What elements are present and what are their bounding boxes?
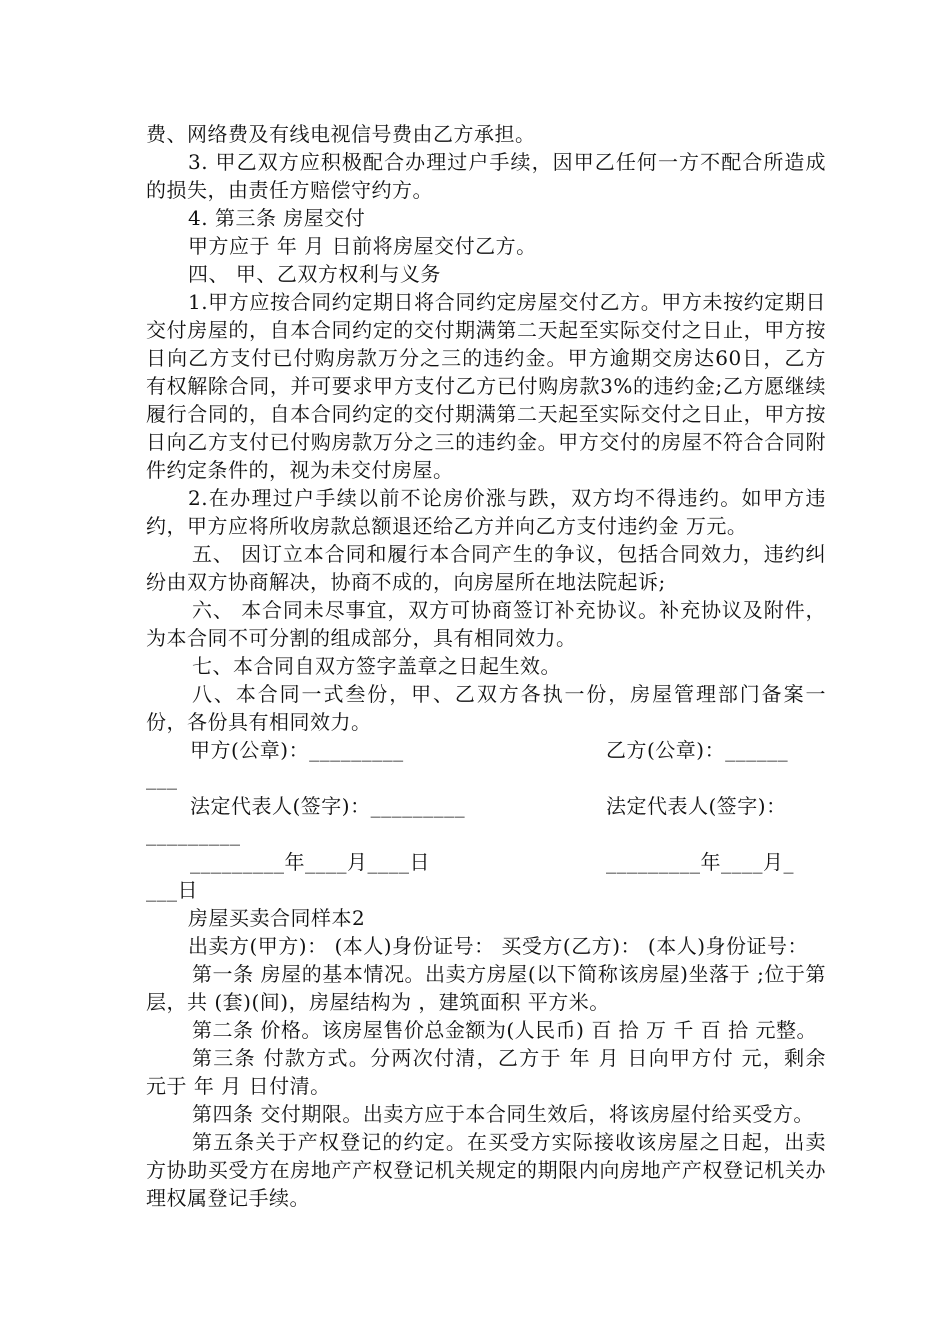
- contract-document: [146, 120, 826, 1212]
- paragraph-effective: 七、本合同自双方签字盖章之日起生效。: [192, 654, 561, 678]
- party-b-representative-field: 法定代表人(签字)：: [606, 794, 787, 818]
- heading-rights-obligations: 四、 甲、乙双方权利与义务: [188, 262, 441, 286]
- party-b-seal-wrap: ___: [146, 766, 178, 790]
- paragraph-disputes: 五、 因订立本合同和履行本合同产生的争议，包括合同效力，违约纠纷由双方协商解决，协商不成的，向房屋所在地法院起诉;: [146, 542, 826, 594]
- paragraph-transfer-cooperation: 3. 甲乙双方应积极配合办理过户手续，因甲乙任何一方不配合所造成的损失，由责任方赔偿守约方。: [146, 150, 826, 202]
- sample-2-article-2: 第二条 价格。该房屋售价总金额为(人民币) 百 拾 万 千 百 拾 元整。: [192, 1018, 817, 1042]
- signature-seal-row: [146, 736, 826, 764]
- paragraph-copies: 八、本合同一式叁份，甲、乙双方各执一份，房屋管理部门备案一份，各份具有相同效力。: [146, 682, 826, 734]
- paragraph-delivery-date: 甲方应于 年 月 日前将房屋交付乙方。: [188, 234, 537, 258]
- sample-2-article-1: 第一条 房屋的基本情况。出卖方房屋(以下简称该房屋)坐落于 ;位于第 层，共 (套)(间)，房屋结构为 ，建筑面积 平方米。: [146, 962, 826, 1014]
- party-a-seal-field: 甲方(公章)：_________: [190, 738, 404, 762]
- signature-representative-row: [146, 792, 826, 820]
- sample-2-parties: 出卖方(甲方)： (本人)身份证号： 买受方(乙方)： (本人)身份证号：: [188, 934, 808, 958]
- sample-2-title: 房屋买卖合同样本2: [188, 906, 366, 930]
- signature-date-row: [146, 848, 826, 876]
- party-a-date-field: _________年____月____日: [190, 850, 430, 874]
- paragraph-supplementary: 六、 本合同未尽事宜，双方可协商签订补充协议。补充协议及附件，为本合同不可分割的组成部分，具有相同效力。: [146, 598, 826, 650]
- paragraph-breach: 2.在办理过户手续以前不论房价涨与跌，双方均不得违约。如甲方违约，甲方应将所收房款总额退还给乙方并向乙方支付违约金 万元。: [146, 486, 826, 538]
- party-b-seal-field: 乙方(公章)：______: [606, 738, 789, 762]
- sample-2-article-5: 第五条关于产权登记的约定。在买受方实际接收该房屋之日起，出卖方协助买受方在房地产产权登记机关规定的期限内向房地产产权登记机关办理权属登记手续。: [146, 1130, 826, 1210]
- heading-article-3: 4. 第三条 房屋交付: [188, 206, 366, 230]
- paragraph-delivery-penalty: 1.甲方应按合同约定期日将合同约定房屋交付乙方。甲方未按约定期日交付房屋的，自本合同约定的交付期满第二天起至实际交付之日止，甲方按日向乙方支付已付购房款万分之三的违约金。甲方逾期交房达60日，乙方有权解除合同，并可要求甲方支付乙方已付购房款3%的违约金;乙方愿继续履行合同的，自本合同约定的交付期满第二天起至实际交付之日止，甲方按日向乙方支付已付购房款万分之三的违约金。甲方交付的房屋不符合合同附件约定条件的，视为未交付房屋。: [146, 290, 826, 482]
- party-b-date-field: _________年____月_: [606, 850, 794, 874]
- party-b-date-wrap: ___日: [146, 878, 198, 902]
- sample-2-article-3: 第三条 付款方式。分两次付清，乙方于 年 月 日向甲方付 元，剩余 元于 年 月 日付清。: [146, 1046, 826, 1098]
- paragraph-fees: 费、网络费及有线电视信号费由乙方承担。: [146, 122, 536, 146]
- party-b-representative-wrap: _________: [146, 822, 241, 846]
- party-a-representative-field: 法定代表人(签字)：_________: [190, 794, 466, 818]
- sample-2-article-4: 第四条 交付期限。出卖方应于本合同生效后，将该房屋付给买受方。: [192, 1102, 814, 1126]
